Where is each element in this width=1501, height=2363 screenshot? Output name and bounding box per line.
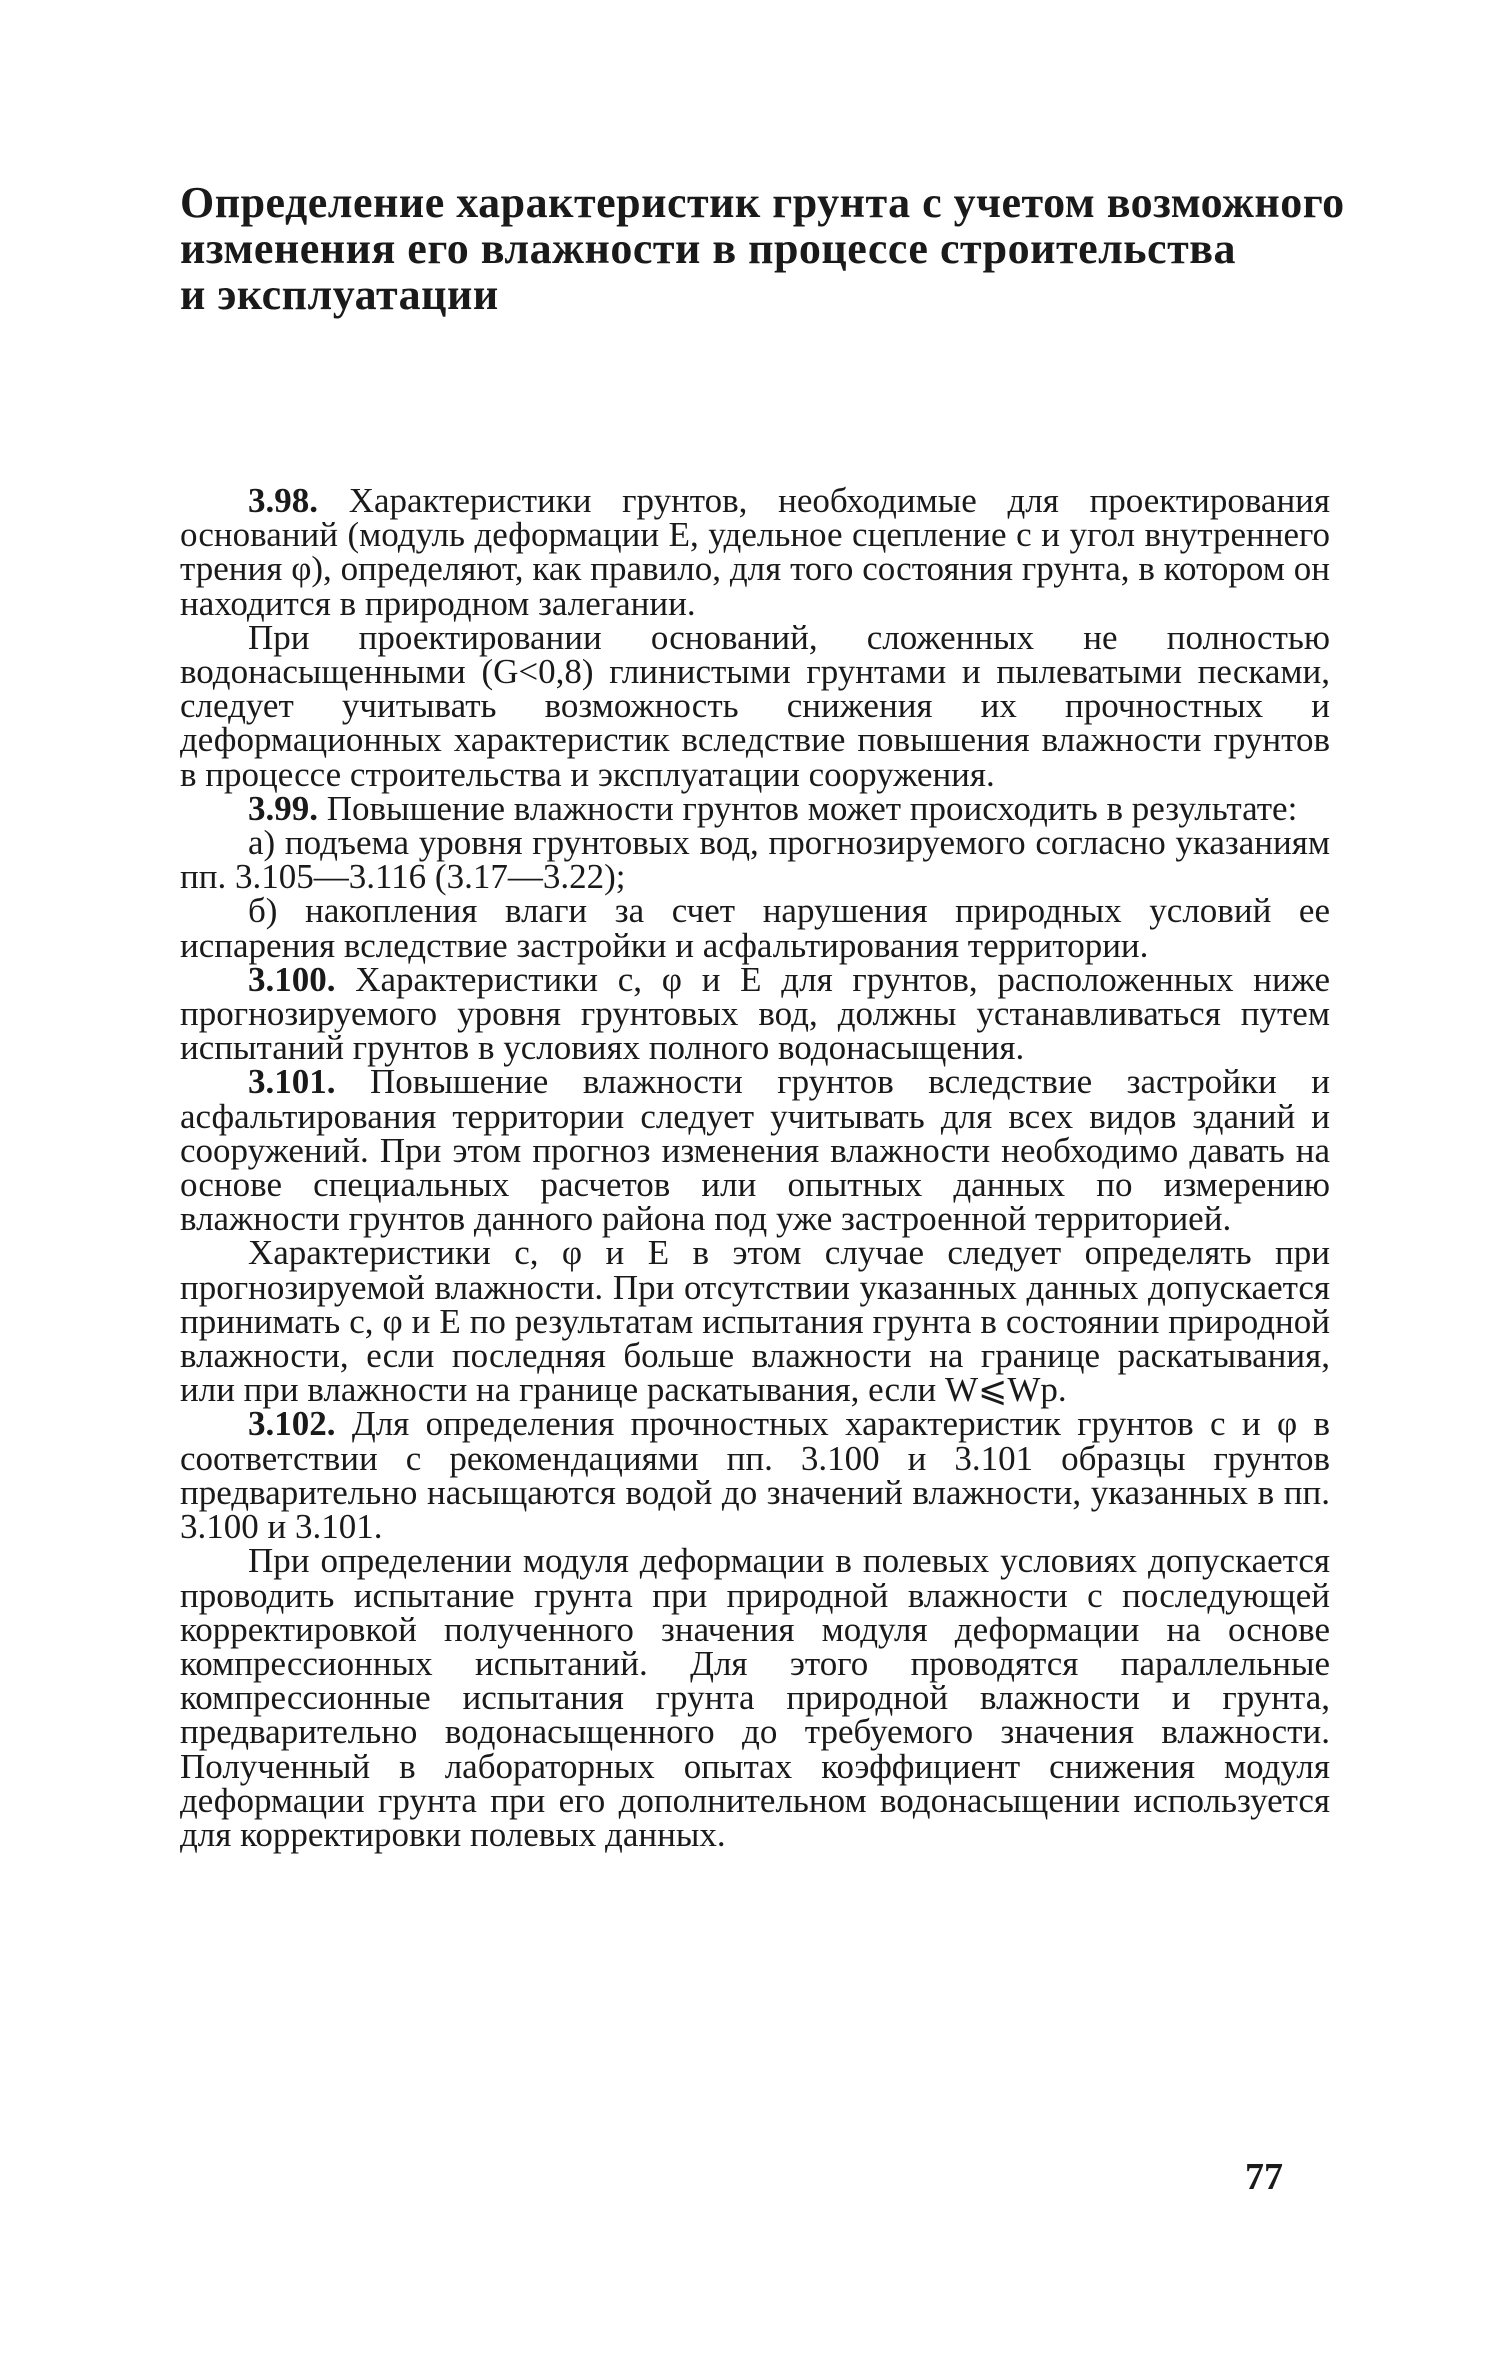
heading-line: Определение характеристик грунта с учетом возможного <box>180 178 1345 227</box>
page-number: 77 <box>1245 2156 1283 2198</box>
paragraph-text: Характеристики грунтов, необходимые для проектирования оснований (модуль деформации E, удельное сцепление c и угол внутреннего трения φ), определяют, как правило, для того состояния грунта, в котором он находится в природном залегании. <box>180 481 1330 623</box>
heading-line: изменения его влажности в процессе строительства <box>180 224 1236 273</box>
paragraph-3-102 <box>180 1404 1330 1547</box>
clause-number: 3.102. <box>248 1404 336 1444</box>
paragraph-text: При проектировании оснований, сложенных не полностью водонасыщенными (G<0,8) глинистыми грунтами и пылеватыми песками, следует учитывать возможность снижения их прочностных и деформационных характеристик вследствие повышения влажности грунтов в процессе строительства и эксплуатации сооружения. <box>180 617 1330 794</box>
clause-number: 3.98. <box>248 481 318 520</box>
paragraph <box>180 617 1330 794</box>
clause-number: 3.100. <box>248 959 336 999</box>
paragraph-text: При определении модуля деформации в полевых условиях допускается проводить испытание грунта при природной влажности с последующей корректировкой полученного значения модуля деформации на основе компрессионных испытаний. Для этого проводятся параллельные компрессионные испытания грунта природной влажности и грунта, предварительно водонасыщенного до требуемого значения влажности. Полученный в лабораторных опытах коэффициент снижения модуля деформации грунта при его дополнительном водонасыщении используется для корректировки полевых данных. <box>180 1541 1330 1854</box>
paragraph-text: Повышение влажности грунтов может происходить в результате: <box>326 788 1298 828</box>
list-item-b <box>180 891 1330 965</box>
paragraph-3-101 <box>180 1062 1330 1239</box>
paragraph-text: Для определения прочностных характеристик грунтов c и φ в соответствии с рекомендациями пп. 3.100 и 3.101 образцы грунтов предварительно насыщаются водой до значений влажности, указанных в пп. 3.100 и 3.101. <box>180 1404 1330 1547</box>
paragraph-text: Характеристики c, φ и E в этом случае следует определять при прогнозируемой влажности. При отсутствии указанных данных допускается принимать c, φ и E по результатам испытания грунта в состоянии природной влажности, если последняя больше влажности на границе раскатывания, или при влажности на границе раскатывания, если W⩽Wp. <box>180 1233 1330 1410</box>
paragraph <box>180 1233 1330 1410</box>
section-heading <box>180 178 1345 319</box>
body-text <box>180 481 1331 1854</box>
paragraph-3-100 <box>180 959 1331 1068</box>
paragraph-text: а) подъема уровня грунтовых вод, прогнозируемого согласно указаниям пп. 3.105—3.116 (3.17—3.22); <box>180 823 1330 897</box>
page <box>180 178 1345 1854</box>
clause-number: 3.99. <box>248 788 318 828</box>
clause-number: 3.101. <box>248 1062 336 1102</box>
list-item-a <box>180 823 1330 897</box>
paragraph <box>180 1541 1330 1854</box>
heading-line: и эксплуатации <box>180 270 499 319</box>
paragraph-text: б) накопления влаги за счет нарушения природных условий ее испарения вследствие застройки и асфальтирования территории. <box>180 891 1330 965</box>
paragraph-text: Характеристики c, φ и E для грунтов, расположенных ниже прогнозируемого уровня грунтовых вод, должны устанавливаться путем испытаний грунтов в условиях полного водонасыщения. <box>180 959 1331 1068</box>
paragraph-text: Повышение влажности грунтов вследствие застройки и асфальтирования территории следует учитывать для всех видов зданий и сооружений. При этом прогноз изменения влажности необходимо давать на основе специальных расчетов или опытных данных по измерению влажности грунтов данного района под уже застроенной территорией. <box>180 1062 1330 1239</box>
paragraph-3-99 <box>180 788 1330 828</box>
paragraph-3-98 <box>180 481 1330 623</box>
